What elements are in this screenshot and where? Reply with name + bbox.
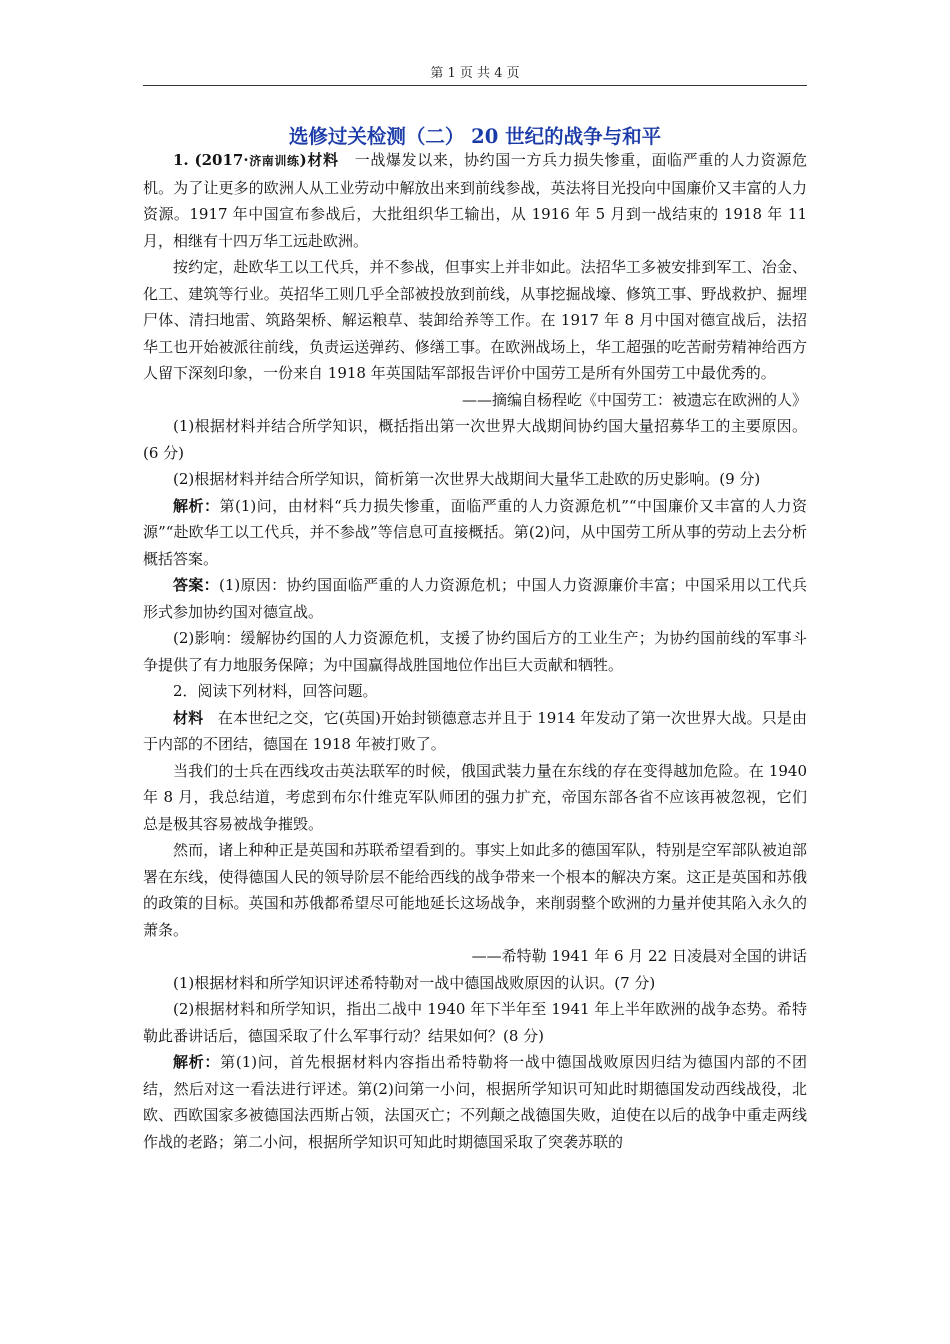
q2-material-para2: 当我们的士兵在西线攻击英法联军的时候，俄国武装力量在东线的存在变得越加危险。在 1940 年 8 月，我总结道，考虑到布尔什维克军队师团的强力扩充，帝国东部各省不应该再被忽视，它们总是极其容易被战争摧毁。	[143, 761, 807, 833]
q1-analysis-label: 解析：	[173, 496, 220, 515]
q2-material-para3: 然而，诸上种种正是英国和苏联希望看到的。事实上如此多的德国军队，特别是空军部队被迫部署在东线，使得德国人民的领导阶层不能给西线的战争带来一个根本的解决方案。这正是英国和苏俄的政策的目标。英国和苏俄都希望尽可能地延长这场战争，来削弱整个欧洲的力量并使其陷入永久的萧条。	[143, 841, 807, 939]
header-divider	[143, 85, 807, 86]
q1-para1-text: 一战爆发以来，协约国一方兵力损失惨重，面临严重的人力资源危机。为了让更多的欧洲人从工业劳动中解放出来到前线参战，英法将目光投向中国廉价又丰富的人力资源。1917 年中国宣布参战后，大批组织华工输出，从 1916 年 5 月到一战结束的 1918 年 11 月，相继有十四万华工远赴欧洲。	[143, 151, 807, 250]
q2-material-para1	[143, 705, 807, 758]
q2-stem: 2．阅读下列材料，回答问题。	[173, 682, 378, 700]
q1-source: ——摘编自杨程屹《中国劳工：被遗忘在欧洲的人》	[461, 390, 807, 409]
q1-material-para2: 按约定，赴欧华工以工代兵，并不参战，但事实上并非如此。法招华工多被安排到军工、冶金、化工、建筑等行业。英招华工则几乎全部被投放到前线，从事挖掘战壕、修筑工事、野战救护、掘埋尸体、清扫地雷、筑路架桥、解运粮草、装卸给养等工作。在 1917 年 8 月中国对德宣战后，法招华工也开始被派往前线，负责运送弹药、修缮工事。在欧洲战场上，华工超强的吃苦耐劳精神给西方人留下深刻印象，一份来自 1918 年英国陆军部报告评价中国劳工是所有外国劳工中最优秀的。	[143, 258, 807, 382]
q1-analysis	[143, 493, 807, 573]
q1-answer-label: 答案：	[173, 576, 219, 594]
q1-analysis-text: 第(1)问，由材料“兵力损失惨重，面临严重的人力资源危机”“中国廉价又丰富的人力资源”“赴欧华工以工代兵，并不参战”等信息可直接概括。第(2)问，从中国劳工所从事的劳动上去分析概括答案。	[143, 496, 807, 568]
q2-analysis	[143, 1049, 807, 1155]
page-header: 第 1 页 共 4 页	[430, 66, 520, 81]
q1-sub1: (1)根据材料并结合所学知识，概括指出第一次世界大战期间协约国大量招募华工的主要原因。(6 分)	[143, 417, 807, 462]
q1-answer	[143, 572, 807, 625]
q2-sub1: (1)根据材料和所学知识评述希特勒对一战中德国战败原因的认识。(7 分)	[173, 973, 656, 992]
q1-number: 1. (2017·	[173, 151, 249, 169]
q1-number-close: )	[299, 151, 307, 169]
q2-para1-text: 在本世纪之交，它(英国)开始封锁德意志并且于 1914 年发动了第一次世界大战。只是由于内部的不团结，德国在 1918 年被打败了。	[143, 708, 807, 753]
document-body	[143, 147, 807, 1155]
q1-sub2: (2)根据材料并结合所学知识，简析第一次世界大战期间大量华工赴欧的历史影响。(9 分)	[173, 470, 761, 488]
q2-sub2: (2)根据材料和所学知识，指出二战中 1940 年下半年至 1941 年上半年欧洲的战争态势。希特勒此番讲话后，德国采取了什么军事行动？结果如何？(8 分)	[143, 1000, 807, 1045]
q2-material-label: 材料	[173, 708, 204, 727]
document-title: 选修过关检测（二） 20 世纪的战争与和平	[288, 125, 662, 148]
q1-material-label: 材料	[306, 151, 339, 169]
q2-analysis-label: 解析：	[173, 1053, 221, 1071]
q2-analysis-text: 第(1)问，首先根据材料内容指出希特勒将一战中德国战败原因归结为德国内部的不团结，然后对这一看法进行评述。第(2)问第一小问，根据所学知识可知此时期德国发动西线战役，北欧、西欧国家多被德国法西斯占领，法国灭亡；不列颠之战德国失败，迫使在以后的战争中重走两线作战的老路；第二小问，根据所学知识可知此时期德国采取了突袭苏联的	[143, 1053, 807, 1151]
q2-source: ——希特勒 1941 年 6 月 22 日凌晨对全国的讲话	[471, 947, 807, 965]
q1-material-para1	[143, 147, 807, 254]
q1-answer1-text: (1)原因：协约国面临严重的人力资源危机；中国人力资源廉价丰富；中国采用以工代兵形式参加协约国对德宣战。	[143, 576, 807, 621]
q1-source-tag: 济南训练	[248, 154, 300, 168]
q1-answer2: (2)影响：缓解协约国的人力资源危机，支援了协约国后方的工业生产；为协约国前线的军事斗争提供了有力地服务保障；为中国赢得战胜国地位作出巨大贡献和牺牲。	[143, 629, 807, 674]
